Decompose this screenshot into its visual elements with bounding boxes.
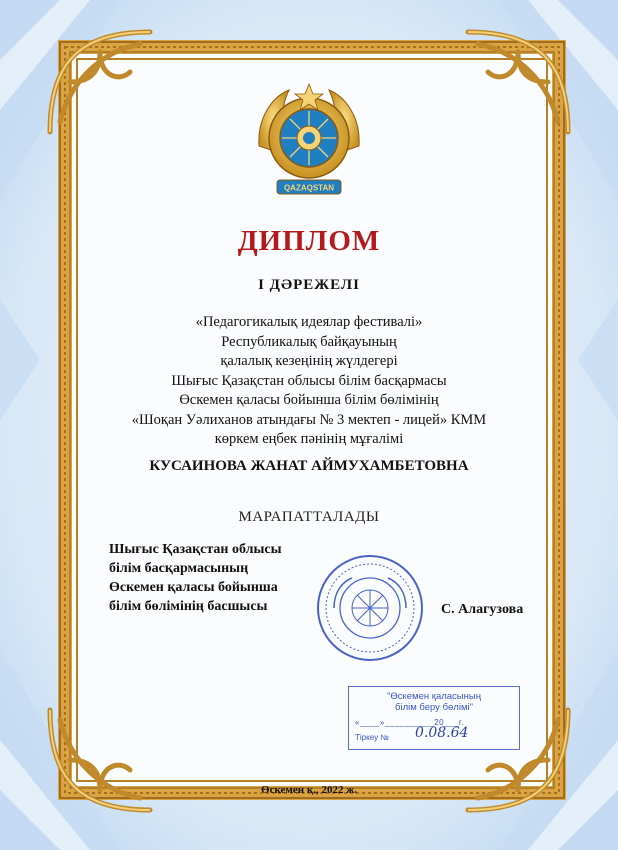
signer-name: С. Алагузова xyxy=(441,602,524,617)
signatory-line: білім басқармасының xyxy=(109,561,249,576)
city-date: Өскемен қ., 2022 ж. xyxy=(261,784,357,796)
stamp-line-2: білім беру бөлімі" xyxy=(395,702,473,713)
official-seal xyxy=(312,552,428,664)
body-line: Шығыс Қазақстан облысы білім басқармасы xyxy=(171,372,447,389)
stamp-reg-number: 0.08.64 xyxy=(415,725,469,741)
registration-stamp xyxy=(348,686,520,750)
diploma-body xyxy=(0,313,618,450)
body-line: көркем еңбек пәнінің мұғалімі xyxy=(214,431,404,447)
body-line: Республикалық байқауының xyxy=(221,333,397,350)
body-line: қалалық кезеңінің жүлдегері xyxy=(220,353,398,369)
body-line: «Шоқан Уәлиханов атындағы № 3 мектеп - лицей» КММ xyxy=(131,411,487,428)
stamp-date-line: «____»__________20___г. xyxy=(355,718,465,727)
award-text: МАРАПАТТАЛАДЫ xyxy=(238,509,380,525)
diploma-degree: І ДӘРЕЖЕЛІ xyxy=(258,277,360,293)
signatory-line: білім бөлімінің басшысы xyxy=(109,599,268,614)
body-line: Өскемен қаласы бойынша білім бөлімінің xyxy=(179,392,439,408)
diploma-title: ДИПЛОМ xyxy=(237,225,381,257)
corner-ornament-top-right xyxy=(458,22,578,142)
signatory-line: Өскемен қаласы бойынша xyxy=(109,580,278,595)
stamp-reg-label: Тіркеу № xyxy=(355,733,389,742)
kazakhstan-emblem xyxy=(249,76,369,206)
signatory-position xyxy=(109,540,282,616)
body-line: «Педагогикалық идеялар фестивалі» xyxy=(195,314,423,330)
corner-ornament-top-left xyxy=(40,22,160,142)
signatory-line: Шығыс Қазақстан облысы xyxy=(109,542,282,557)
stamp-line-1: "Өскемен қаласының xyxy=(387,691,481,702)
recipient-name: КУСАИНОВА ЖАНАТ АЙМУХАМБЕТОВНА xyxy=(149,458,469,474)
corner-ornament-bottom-left xyxy=(40,700,160,820)
emblem-label: QAZAQSTAN xyxy=(283,183,335,193)
